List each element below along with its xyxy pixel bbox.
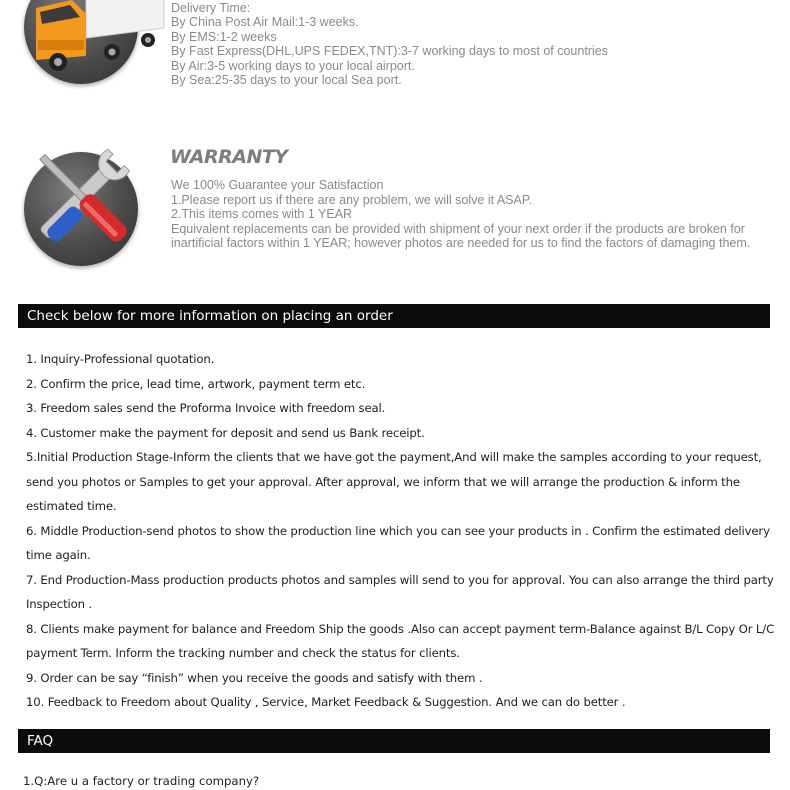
shipping-line: By Air:3-5 working days to your local airport.	[171, 58, 415, 73]
faq-question: 1.Q:Are u a factory or trading company?	[23, 774, 260, 788]
shipping-line: By China Post Air Mail:1-3 weeks.	[171, 15, 359, 29]
warranty-line: 1.Please report us if there are any problem, we will solve it ASAP.	[171, 192, 533, 207]
delivery-truck-icon	[24, 0, 174, 80]
warranty-line: We 100% Guarantee your Satisfaction	[171, 178, 384, 192]
warranty-text	[171, 178, 769, 251]
faq-header: FAQ	[18, 729, 770, 753]
list-item: 4. Customer make the payment for deposit and send us Bank receipt.	[26, 425, 425, 440]
shipping-line: By EMS:1-2 weeks	[171, 29, 277, 44]
warranty-line: 2.This items comes with 1 YEAR	[171, 207, 353, 221]
warranty-line: Equivalent replacements can be provided with shipment of your next order if the products are broken for inartificial factors within 1 YEAR; however photos are needed for us to find the factors of damaging them.	[171, 221, 751, 250]
list-item: 1. Inquiry-Professional quotation.	[26, 352, 215, 366]
list-item: 5.Initial Production Stage-Inform the clients that we have got the payment,And will make the samples according to your request, send you photos or Samples to get your approval. After approval, we inform that we will arrange the production & inform the estimated time.	[26, 450, 762, 513]
list-item: 7. End Production-Mass production products photos and samples will send to you for approval. You can also arrange the third party Inspection .	[26, 572, 774, 611]
shipping-text	[171, 0, 771, 88]
order-info-header: Check below for more information on placing an order	[18, 304, 770, 328]
list-item: 10. Feedback to Freedom about Quality , Service, Market Feedback & Suggestion. And we can do better .	[26, 695, 626, 709]
list-item: 3. Freedom sales send the Proforma Invoice with freedom seal.	[26, 401, 386, 415]
list-item: 9. Order can be say “finish” when you receive the goods and satisfy with them .	[26, 670, 483, 685]
list-item: 8. Clients make payment for balance and Freedom Ship the goods .Also can accept payment term-Balance against B/L Copy Or L/C payment Term. Inform the tracking number and check the status for clients.	[26, 621, 775, 660]
shipping-line: By Sea:25-35 days to your local Sea port.	[171, 73, 402, 87]
wrench-screwdriver-icon	[24, 136, 154, 266]
shipping-line: By Fast Express(DHL,UPS FEDEX,TNT):3-7 working days to most of countries	[171, 44, 608, 58]
warranty-section	[0, 136, 790, 276]
shipping-section	[0, 0, 790, 106]
list-item: 6. Middle Production-send photos to show the production line which you can see your products in . Confirm the estimated delivery time again.	[26, 523, 770, 562]
warranty-title: WARRANTY	[170, 146, 288, 168]
shipping-line: Delivery Time:	[171, 0, 251, 15]
list-item: 2. Confirm the price, lead time, artwork, payment term etc.	[26, 376, 366, 391]
order-steps-list	[26, 347, 778, 715]
